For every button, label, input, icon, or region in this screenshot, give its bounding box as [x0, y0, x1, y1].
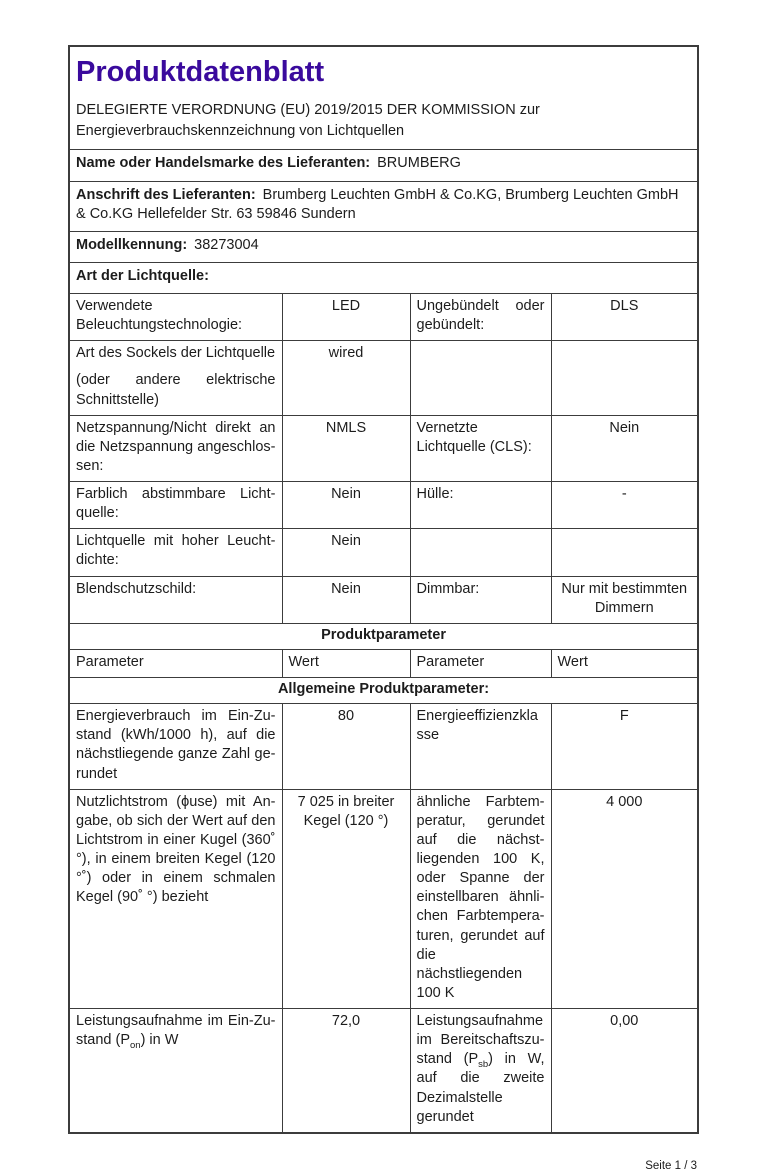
- column-header-row: [69, 649, 698, 677]
- socket-type-line1: Art des Sockels der Lichtquelle: [76, 345, 276, 362]
- param-cell: Netzspannung/Nicht direkt an die Netzspannung angeschlossen:: [69, 415, 282, 481]
- table-row: [69, 341, 698, 415]
- page-title: Produktdatenblatt: [76, 56, 325, 88]
- param-cell: Vernetzte Lichtquelle (CLS):: [410, 415, 551, 481]
- param-cell: Farblich abstimmbare Lichtquelle:: [69, 482, 282, 529]
- product-parameters-heading: Produktparameter: [69, 623, 698, 649]
- param-cell: Verwendete Beleuchtungstechnologie:: [69, 294, 282, 341]
- general-parameters-heading: Allgemeine Produktparameter:: [69, 678, 698, 704]
- table-row: [69, 294, 698, 341]
- product-datasheet-page: [68, 45, 697, 1172]
- light-source-heading-row: [69, 262, 698, 293]
- param-cell: Energieeffizienzklasse: [410, 704, 551, 790]
- value-cell: Nein: [551, 415, 698, 481]
- param-cell: Nutzlichtstrom (ϕuse) mit Angabe, ob sich der Wert auf den Lichtstrom in einer Kugel (360˚ °), in einem breiten Kegel (120 °˚) oder in einem schmalen Kegel (90˚ °) bezieht: [69, 789, 282, 1008]
- param-cell: Lichtquelle mit hoher Leuchtdichte:: [69, 529, 282, 576]
- product-parameters-heading-row: [69, 623, 698, 649]
- value-cell: 80: [282, 704, 410, 790]
- param-text: ) in W: [140, 1032, 179, 1049]
- param-cell: Energieverbrauch im Ein-Zustand (kWh/1000 h), auf die nächstliegende ganze Zahl gerundet: [69, 704, 282, 790]
- supplier-address-label: Anschrift des Lieferanten:: [76, 186, 256, 203]
- subscript-on: on: [130, 1040, 141, 1052]
- value-cell: -: [551, 482, 698, 529]
- column-header: Wert: [551, 649, 698, 677]
- general-parameters-heading-row: [69, 678, 698, 704]
- table-row: [69, 576, 698, 623]
- table-row: [69, 789, 698, 1008]
- param-text: ) in W, auf die zweite Dezimalstelle gerundet: [416, 1051, 545, 1125]
- table-row: [69, 415, 698, 481]
- value-cell: 72,0: [282, 1009, 410, 1133]
- param-cell: Dimmbar:: [410, 576, 551, 623]
- param-cell: ähnliche Farbtemperatur, gerundet auf die nächstliegenden 100 K, oder Spanne der einstellbaren ähnlichen Farbtemperaturen, gerundet auf die nächstliegenden 100 K: [410, 789, 551, 1008]
- value-cell: wired: [282, 341, 410, 415]
- regulation-subtitle: DELEGIERTE VERORDNUNG (EU) 2019/2015 DER KOMMISSION zur Energieverbrauchskennzeichnung von Lichtquellen: [76, 102, 540, 139]
- value-cell: Nein: [282, 482, 410, 529]
- supplier-address-row: [69, 181, 698, 231]
- value-cell: F: [551, 704, 698, 790]
- light-source-section-heading: Art der Lichtquelle:: [76, 267, 209, 284]
- value-cell: Nur mit bestimmten Dimmern: [551, 576, 698, 623]
- param-text: Leistungsaufnahme im Bereitschaftszustand (P: [416, 1013, 545, 1068]
- supplier-name-label: Name oder Handelsmarke des Lieferanten:: [76, 155, 371, 172]
- subscript-sb: sb: [478, 1059, 489, 1071]
- value-cell: [551, 529, 698, 576]
- supplier-name-row: [69, 150, 698, 181]
- value-cell: LED: [282, 294, 410, 341]
- model-id-label: Modellkennung:: [76, 236, 188, 253]
- value-cell: Nein: [282, 576, 410, 623]
- supplier-name-value: BRUMBERG: [377, 155, 461, 172]
- table-row: [69, 482, 698, 529]
- param-cell: [69, 341, 282, 415]
- param-cell: Hülle:: [410, 482, 551, 529]
- supplier-address-value: Brumberg Leuchten GmbH & Co.KG, Brumberg Leuchten GmbH & Co.KG Hellefelder Str. 63 59846 Sundern: [76, 186, 679, 222]
- param-cell: [410, 529, 551, 576]
- datasheet-table: [68, 45, 699, 1134]
- value-cell: 7 025 in breiter Kegel (120 °): [282, 789, 410, 1008]
- param-cell: [69, 1009, 282, 1133]
- column-header: Parameter: [69, 649, 282, 677]
- value-cell: DLS: [551, 294, 698, 341]
- title-row: [69, 46, 698, 150]
- param-cell: Blendschutzschild:: [69, 576, 282, 623]
- table-row: [69, 529, 698, 576]
- value-cell: 0,00: [551, 1009, 698, 1133]
- param-cell: [410, 1009, 551, 1133]
- value-cell: 4 000: [551, 789, 698, 1008]
- column-header: Wert: [282, 649, 410, 677]
- column-header: Parameter: [410, 649, 551, 677]
- page-number: Seite 1 / 3: [645, 1159, 697, 1172]
- value-cell: NMLS: [282, 415, 410, 481]
- param-text: Leistungsaufnahme im Ein-Zustand (P: [76, 1013, 276, 1049]
- param-cell: Ungebündelt oder gebündelt:: [410, 294, 551, 341]
- model-id-value: 38273004: [194, 236, 259, 253]
- value-cell: Nein: [282, 529, 410, 576]
- socket-type-line2: (oder andere elektrische Schnittstelle): [76, 372, 276, 408]
- param-cell: [410, 341, 551, 415]
- model-id-row: [69, 231, 698, 262]
- table-row: [69, 1009, 698, 1133]
- value-cell: [551, 341, 698, 415]
- table-row: [69, 704, 698, 790]
